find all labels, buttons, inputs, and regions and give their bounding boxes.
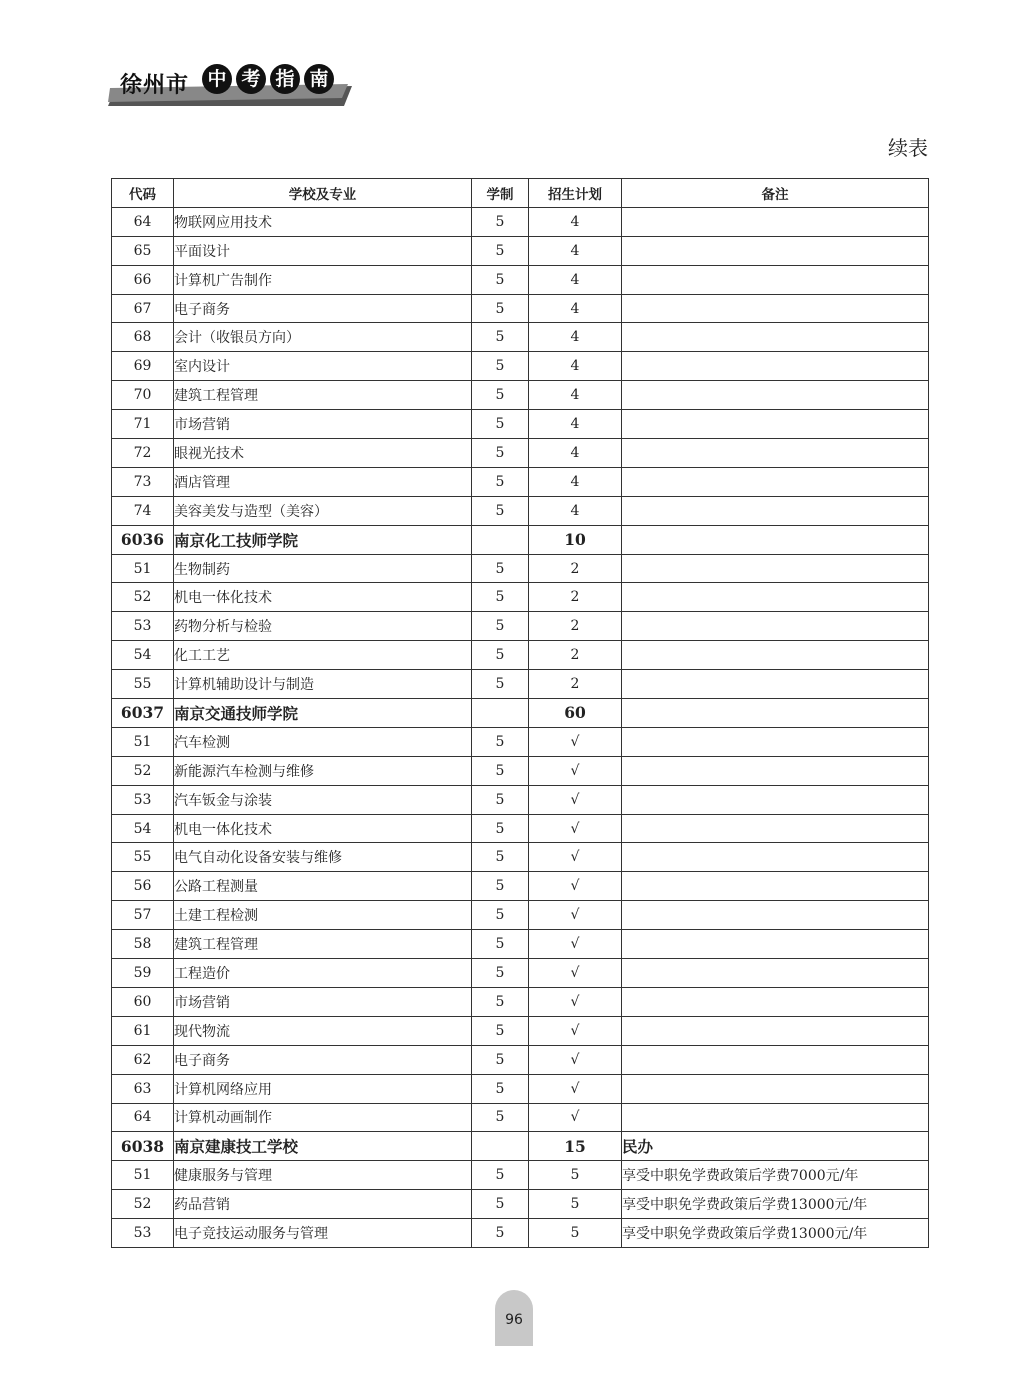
cell-plan: √ bbox=[529, 756, 622, 785]
cell-school-major: 电子商务 bbox=[174, 1045, 472, 1074]
cell-code: 60 bbox=[112, 987, 174, 1016]
cell-years: 5 bbox=[472, 1103, 529, 1132]
cell-code: 56 bbox=[112, 872, 174, 901]
cell-note bbox=[622, 323, 929, 352]
enrollment-table bbox=[111, 178, 929, 1248]
cell-code: 74 bbox=[112, 496, 174, 525]
cell-plan: √ bbox=[529, 814, 622, 843]
column-header-plan: 招生计划 bbox=[529, 179, 622, 208]
table-row bbox=[112, 583, 929, 612]
cell-code: 66 bbox=[112, 265, 174, 294]
cell-plan: √ bbox=[529, 1016, 622, 1045]
cell-plan: 5 bbox=[529, 1161, 622, 1190]
cell-code: 61 bbox=[112, 1016, 174, 1045]
table-row bbox=[112, 843, 929, 872]
cell-years: 5 bbox=[472, 987, 529, 1016]
table-row bbox=[112, 987, 929, 1016]
cell-school-major: 建筑工程管理 bbox=[174, 930, 472, 959]
table-row bbox=[112, 930, 929, 959]
cell-plan: √ bbox=[529, 843, 622, 872]
table-row bbox=[112, 496, 929, 525]
table-row bbox=[112, 1045, 929, 1074]
cell-years: 5 bbox=[472, 727, 529, 756]
cell-note bbox=[622, 1016, 929, 1045]
cell-school-major: 新能源汽车检测与维修 bbox=[174, 756, 472, 785]
cell-years: 5 bbox=[472, 843, 529, 872]
cell-code: 58 bbox=[112, 930, 174, 959]
cell-code: 6037 bbox=[112, 699, 174, 728]
cell-note bbox=[622, 236, 929, 265]
table-header-row bbox=[112, 179, 929, 208]
cell-code: 53 bbox=[112, 612, 174, 641]
cell-plan: √ bbox=[529, 959, 622, 988]
cell-note bbox=[622, 410, 929, 439]
cell-school-major: 电子商务 bbox=[174, 294, 472, 323]
cell-code: 53 bbox=[112, 785, 174, 814]
cell-note: 民办 bbox=[622, 1132, 929, 1161]
cell-note bbox=[622, 699, 929, 728]
school-row bbox=[112, 1132, 929, 1161]
cell-code: 52 bbox=[112, 756, 174, 785]
cell-note bbox=[622, 294, 929, 323]
table-row bbox=[112, 207, 929, 236]
cell-plan: 2 bbox=[529, 583, 622, 612]
cell-plan: 4 bbox=[529, 323, 622, 352]
cell-plan: 2 bbox=[529, 612, 622, 641]
cell-school-major: 现代物流 bbox=[174, 1016, 472, 1045]
cell-code: 59 bbox=[112, 959, 174, 988]
cell-school-major: 物联网应用技术 bbox=[174, 207, 472, 236]
cell-code: 52 bbox=[112, 1190, 174, 1219]
cell-note bbox=[622, 930, 929, 959]
header-city: 徐州市 bbox=[120, 73, 190, 98]
table-row bbox=[112, 901, 929, 930]
cell-plan: √ bbox=[529, 872, 622, 901]
cell-note bbox=[622, 525, 929, 554]
cell-plan: 2 bbox=[529, 641, 622, 670]
table-row bbox=[112, 439, 929, 468]
cell-school-major: 计算机辅助设计与制造 bbox=[174, 670, 472, 699]
cell-code: 55 bbox=[112, 670, 174, 699]
table-row bbox=[112, 670, 929, 699]
table-row bbox=[112, 727, 929, 756]
cell-note bbox=[622, 207, 929, 236]
cell-years: 5 bbox=[472, 612, 529, 641]
cell-note bbox=[622, 843, 929, 872]
table-row bbox=[112, 785, 929, 814]
column-header-note: 备注 bbox=[622, 179, 929, 208]
cell-years: 5 bbox=[472, 236, 529, 265]
cell-plan: 15 bbox=[529, 1132, 622, 1161]
cell-note bbox=[622, 352, 929, 381]
cell-code: 63 bbox=[112, 1074, 174, 1103]
cell-plan: 4 bbox=[529, 467, 622, 496]
cell-plan: 4 bbox=[529, 236, 622, 265]
cell-plan: √ bbox=[529, 930, 622, 959]
cell-note bbox=[622, 439, 929, 468]
cell-note bbox=[622, 1045, 929, 1074]
cell-years bbox=[472, 1132, 529, 1161]
cell-years: 5 bbox=[472, 1045, 529, 1074]
table-row bbox=[112, 1190, 929, 1219]
cell-years: 5 bbox=[472, 930, 529, 959]
cell-plan: 5 bbox=[529, 1219, 622, 1248]
cell-school-major: 会计（收银员方向） bbox=[174, 323, 472, 352]
cell-years: 5 bbox=[472, 410, 529, 439]
header-guide-char-1: 中 bbox=[202, 64, 232, 94]
cell-school-major: 建筑工程管理 bbox=[174, 381, 472, 410]
cell-code: 69 bbox=[112, 352, 174, 381]
cell-note bbox=[622, 583, 929, 612]
cell-school-major: 汽车检测 bbox=[174, 727, 472, 756]
cell-note bbox=[622, 381, 929, 410]
cell-note bbox=[622, 727, 929, 756]
cell-code: 51 bbox=[112, 554, 174, 583]
cell-code: 53 bbox=[112, 1219, 174, 1248]
cell-school-major: 计算机广告制作 bbox=[174, 265, 472, 294]
cell-years: 5 bbox=[472, 207, 529, 236]
table-row bbox=[112, 872, 929, 901]
cell-years: 5 bbox=[472, 872, 529, 901]
cell-plan: 4 bbox=[529, 381, 622, 410]
cell-plan: 4 bbox=[529, 265, 622, 294]
cell-school-major: 汽车钣金与涂装 bbox=[174, 785, 472, 814]
cell-plan: 60 bbox=[529, 699, 622, 728]
cell-years: 5 bbox=[472, 901, 529, 930]
table-row bbox=[112, 1016, 929, 1045]
school-row bbox=[112, 525, 929, 554]
table-row bbox=[112, 410, 929, 439]
book-header bbox=[108, 58, 358, 110]
cell-code: 64 bbox=[112, 207, 174, 236]
cell-school-major: 化工工艺 bbox=[174, 641, 472, 670]
cell-years: 5 bbox=[472, 294, 529, 323]
cell-code: 67 bbox=[112, 294, 174, 323]
cell-code: 68 bbox=[112, 323, 174, 352]
table-row bbox=[112, 323, 929, 352]
school-row bbox=[112, 699, 929, 728]
cell-note: 享受中职免学费政策后学费7000元/年 bbox=[622, 1161, 929, 1190]
cell-years: 5 bbox=[472, 1219, 529, 1248]
cell-school-major: 土建工程检测 bbox=[174, 901, 472, 930]
column-header-code: 代码 bbox=[112, 179, 174, 208]
cell-code: 62 bbox=[112, 1045, 174, 1074]
table-row bbox=[112, 641, 929, 670]
cell-code: 65 bbox=[112, 236, 174, 265]
cell-code: 71 bbox=[112, 410, 174, 439]
cell-school-major: 市场营销 bbox=[174, 410, 472, 439]
cell-plan: 4 bbox=[529, 207, 622, 236]
cell-code: 52 bbox=[112, 583, 174, 612]
table-row bbox=[112, 467, 929, 496]
cell-plan: √ bbox=[529, 1103, 622, 1132]
column-header-years: 学制 bbox=[472, 179, 529, 208]
cell-school-major: 机电一体化技术 bbox=[174, 583, 472, 612]
cell-note: 享受中职免学费政策后学费13000元/年 bbox=[622, 1219, 929, 1248]
cell-years: 5 bbox=[472, 323, 529, 352]
table-row bbox=[112, 756, 929, 785]
cell-plan: 4 bbox=[529, 410, 622, 439]
cell-school-major: 南京交通技师学院 bbox=[174, 699, 472, 728]
cell-note bbox=[622, 872, 929, 901]
table-row bbox=[112, 236, 929, 265]
cell-school-major: 市场营销 bbox=[174, 987, 472, 1016]
cell-school-major: 计算机网络应用 bbox=[174, 1074, 472, 1103]
table-row bbox=[112, 1219, 929, 1248]
cell-school-major: 机电一体化技术 bbox=[174, 814, 472, 843]
cell-note bbox=[622, 785, 929, 814]
table-row bbox=[112, 294, 929, 323]
cell-code: 51 bbox=[112, 1161, 174, 1190]
cell-code: 54 bbox=[112, 641, 174, 670]
cell-school-major: 室内设计 bbox=[174, 352, 472, 381]
cell-note bbox=[622, 265, 929, 294]
cell-school-major: 药品营销 bbox=[174, 1190, 472, 1219]
column-header-school-major: 学校及专业 bbox=[174, 179, 472, 208]
cell-note bbox=[622, 612, 929, 641]
table-row bbox=[112, 612, 929, 641]
cell-school-major: 平面设计 bbox=[174, 236, 472, 265]
cell-years bbox=[472, 525, 529, 554]
table-body bbox=[112, 207, 929, 1247]
table-row bbox=[112, 1103, 929, 1132]
cell-school-major: 美容美发与造型（美容） bbox=[174, 496, 472, 525]
cell-school-major: 电气自动化设备安装与维修 bbox=[174, 843, 472, 872]
cell-years: 5 bbox=[472, 554, 529, 583]
page-number: 96 bbox=[505, 1312, 523, 1328]
cell-years: 5 bbox=[472, 1190, 529, 1219]
cell-school-major: 电子竞技运动服务与管理 bbox=[174, 1219, 472, 1248]
cell-note bbox=[622, 1103, 929, 1132]
cell-code: 6036 bbox=[112, 525, 174, 554]
cell-plan: 4 bbox=[529, 294, 622, 323]
cell-plan: √ bbox=[529, 727, 622, 756]
header-guide-char-2: 考 bbox=[236, 64, 266, 94]
cell-school-major: 计算机动画制作 bbox=[174, 1103, 472, 1132]
cell-code: 64 bbox=[112, 1103, 174, 1132]
cell-years: 5 bbox=[472, 756, 529, 785]
cell-plan: √ bbox=[529, 901, 622, 930]
cell-years: 5 bbox=[472, 381, 529, 410]
table-row bbox=[112, 959, 929, 988]
cell-years: 5 bbox=[472, 1016, 529, 1045]
cell-years: 5 bbox=[472, 1161, 529, 1190]
cell-code: 73 bbox=[112, 467, 174, 496]
cell-years: 5 bbox=[472, 670, 529, 699]
cell-years: 5 bbox=[472, 1074, 529, 1103]
cell-note bbox=[622, 641, 929, 670]
cell-plan: 2 bbox=[529, 670, 622, 699]
cell-plan: 4 bbox=[529, 496, 622, 525]
cell-years: 5 bbox=[472, 265, 529, 294]
cell-years: 5 bbox=[472, 814, 529, 843]
table-row bbox=[112, 1074, 929, 1103]
cell-plan: 4 bbox=[529, 439, 622, 468]
cell-note bbox=[622, 496, 929, 525]
cell-school-major: 酒店管理 bbox=[174, 467, 472, 496]
cell-years bbox=[472, 699, 529, 728]
cell-plan: 2 bbox=[529, 554, 622, 583]
cell-note: 享受中职免学费政策后学费13000元/年 bbox=[622, 1190, 929, 1219]
cell-code: 54 bbox=[112, 814, 174, 843]
table-row bbox=[112, 1161, 929, 1190]
cell-school-major: 药物分析与检验 bbox=[174, 612, 472, 641]
cell-school-major: 公路工程测量 bbox=[174, 872, 472, 901]
cell-code: 51 bbox=[112, 727, 174, 756]
cell-plan: 4 bbox=[529, 352, 622, 381]
cell-plan: √ bbox=[529, 1074, 622, 1103]
cell-plan: √ bbox=[529, 785, 622, 814]
cell-plan: √ bbox=[529, 1045, 622, 1074]
cell-years: 5 bbox=[472, 785, 529, 814]
cell-school-major: 南京化工技师学院 bbox=[174, 525, 472, 554]
cell-code: 57 bbox=[112, 901, 174, 930]
cell-note bbox=[622, 467, 929, 496]
continued-table-label: 续表 bbox=[888, 136, 928, 160]
table-row bbox=[112, 352, 929, 381]
cell-years: 5 bbox=[472, 641, 529, 670]
cell-code: 70 bbox=[112, 381, 174, 410]
cell-school-major: 南京建康技工学校 bbox=[174, 1132, 472, 1161]
header-guide-char-4: 南 bbox=[304, 64, 334, 94]
cell-plan: 10 bbox=[529, 525, 622, 554]
cell-note bbox=[622, 1074, 929, 1103]
cell-years: 5 bbox=[472, 496, 529, 525]
cell-years: 5 bbox=[472, 439, 529, 468]
cell-note bbox=[622, 756, 929, 785]
cell-years: 5 bbox=[472, 959, 529, 988]
page-number-tab bbox=[495, 1290, 533, 1346]
cell-school-major: 健康服务与管理 bbox=[174, 1161, 472, 1190]
cell-note bbox=[622, 554, 929, 583]
cell-code: 72 bbox=[112, 439, 174, 468]
cell-note bbox=[622, 670, 929, 699]
cell-years: 5 bbox=[472, 352, 529, 381]
cell-plan: 5 bbox=[529, 1190, 622, 1219]
cell-code: 6038 bbox=[112, 1132, 174, 1161]
table-row bbox=[112, 265, 929, 294]
cell-years: 5 bbox=[472, 467, 529, 496]
cell-note bbox=[622, 959, 929, 988]
cell-note bbox=[622, 901, 929, 930]
cell-years: 5 bbox=[472, 583, 529, 612]
cell-note bbox=[622, 814, 929, 843]
cell-plan: √ bbox=[529, 987, 622, 1016]
header-guide-char-3: 指 bbox=[270, 64, 300, 94]
table-row bbox=[112, 814, 929, 843]
table-row bbox=[112, 554, 929, 583]
table-row bbox=[112, 381, 929, 410]
cell-school-major: 生物制药 bbox=[174, 554, 472, 583]
cell-school-major: 眼视光技术 bbox=[174, 439, 472, 468]
cell-note bbox=[622, 987, 929, 1016]
cell-code: 55 bbox=[112, 843, 174, 872]
cell-school-major: 工程造价 bbox=[174, 959, 472, 988]
